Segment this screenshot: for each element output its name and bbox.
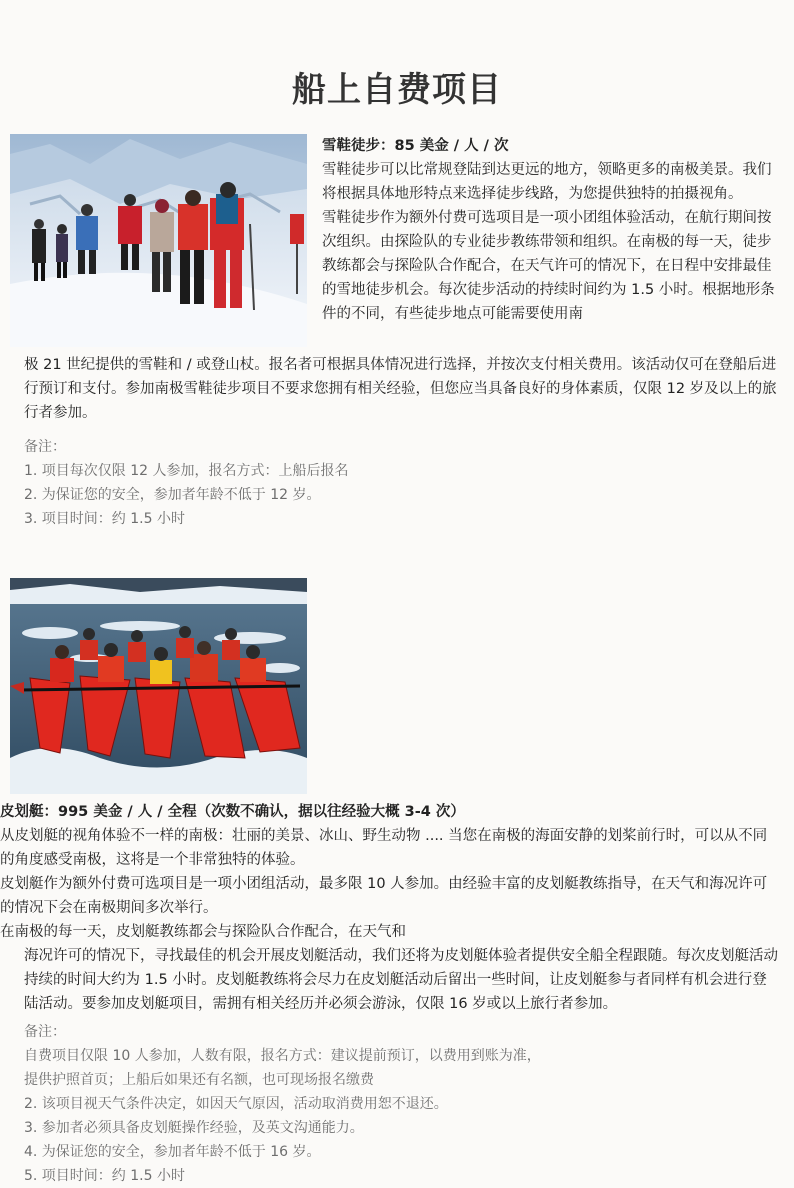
page-title: 船上自费项目 [292,70,502,110]
kayak-heading: 皮划艇：995 美金 / 人 / 全程（次数不确认，据以往经验大概 3-4 次） [0,804,465,820]
kayak-paragraph-3: 在南极的每一天，皮划艇教练都会与探险队合作配合，在天气和 [0,924,406,940]
kayak-paragraph-2: 皮划艇作为额外付费可选项目是一项小团组活动，最多限 10 人参加。由经验丰富的皮划艇教练指导，在天气和海况许可的情况下会在南极期间多次举行。 [0,876,768,916]
note-item: 5. 项目时间：约 1.5 小时 [24,1168,185,1184]
kayak-section [0,578,794,1188]
note-item: 3. 项目时间：约 1.5 小时 [24,511,185,527]
kayak-paragraph-1: 从皮划艇的视角体验不一样的南极：壮丽的美景、冰山、野生动物 .... 当您在南极的海面安静的划桨前行时，可以从不同的角度感受南极，这将是一个非常独特的体验。 [0,828,768,868]
note-item: 2. 该项目视天气条件决定，如因天气原因，活动取消费用恕不退还。 [24,1096,448,1112]
kayak-paragraph-3-cont: 海况许可的情况下，寻找最佳的机会开展皮划艇活动，我们还将为皮划艇体验者提供安全船全程跟随。每次皮划艇活动持续的时间大约为 1.5 小时。皮划艇教练将会尽力在皮划艇活动后留出一些时间，让皮划艇参与者同样有机会进行登陆活动。要参加皮划艇项目，需拥有相关经历并必须会游泳，仅限 16 岁或以上旅行者参加。 [24,948,778,1012]
kayak-notes [24,1020,794,1188]
kayak-notes-title: 备注： [24,1024,66,1040]
kayak-photo [10,578,307,794]
note-item: 2. 为保证您的安全，参加者年龄不低于 12 岁。 [24,487,321,503]
note-item: 提供护照首页；上船后如果还有名额，也可现场报名缴费 [24,1072,374,1088]
note-item: 自费项目仅限 10 人参加，人数有限，报名方式：建议提前预订，以费用到账为准， [24,1048,541,1064]
snowshoe-heading: 雪鞋徒步：85 美金 / 人 / 次 [322,138,509,154]
note-item: 1. 项目每次仅限 12 人参加，报名方式：上船后报名 [24,463,349,479]
snowshoe-photo [10,134,307,347]
snowshoe-paragraph-2-cont: 极 21 世纪提供的雪鞋和 / 或登山杖。报名者可根据具体情况进行选择，并按次支付相关费用。该活动仅可在登船后进行预订和支付。参加南极雪鞋徒步项目不要求您拥有相关经验，但您应当具备良好的身体素质，仅限 12 岁及以上的旅行者参加。 [24,357,777,421]
snowshoe-paragraph-2: 雪鞋徒步作为额外付费可选项目是一项小团组体验活动，在航行期间按次组织。由探险队的专业徒步教练带领和组织。在南极的每一天，徒步教练都会与探险队合作配合，在天气许可的情况下，在日程中安排最佳的雪地徒步机会。每次徒步活动的持续时间约为 1.5 小时。根据地形条件的不同，有些徒步地点可能需要使用南 [322,210,775,322]
snowshoe-notes-title: 备注： [24,439,66,455]
snowshoe-paragraph-1: 雪鞋徒步可以比常规登陆到达更远的地方，领略更多的南极美景。我们将根据具体地形特点来选择徒步线路，为您提供独特的拍摄视角。 [322,162,772,202]
snowshoe-notes [24,435,794,531]
snowshoe-section [0,134,794,531]
note-item: 4. 为保证您的安全，参加者年龄不低于 16 岁。 [24,1144,321,1160]
note-item: 3. 参加者必须具备皮划艇操作经验，及英文沟通能力。 [24,1120,364,1136]
